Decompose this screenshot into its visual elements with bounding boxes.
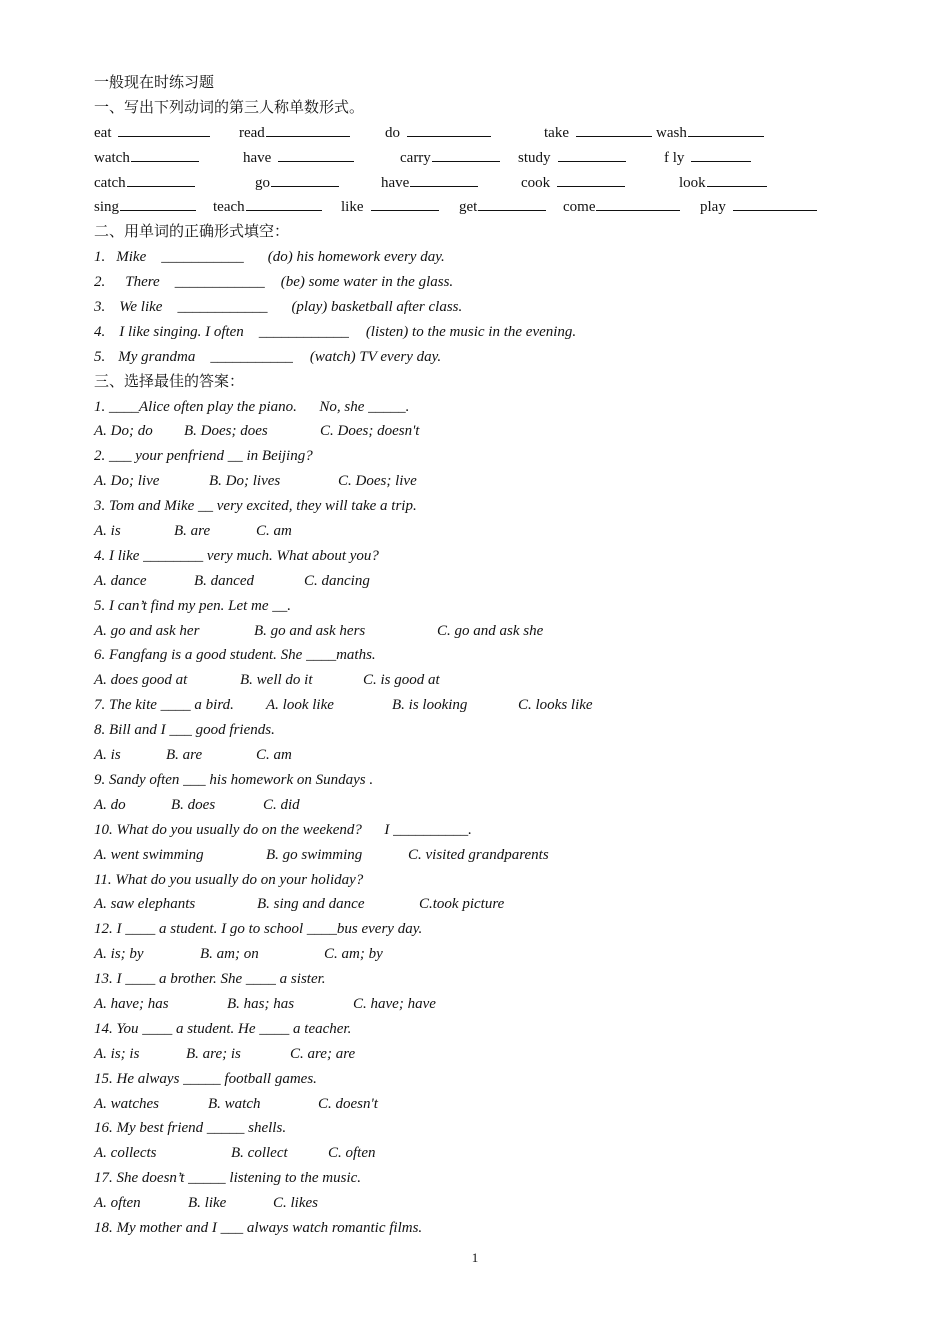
verb-row xyxy=(94,171,874,196)
item-blank[interactable]: ___________ xyxy=(210,348,293,365)
answer-blank[interactable] xyxy=(127,171,195,187)
section1-heading: 一、写出下列动词的第三人称单数形式。 xyxy=(94,99,365,116)
verb-item xyxy=(521,171,625,196)
verb-word: sing xyxy=(94,199,120,216)
question-text xyxy=(94,544,874,569)
answer-blank[interactable] xyxy=(118,121,210,137)
answer-blank[interactable] xyxy=(371,195,439,211)
question-stem: 14. You ____ a student. He ____ a teacher. xyxy=(94,1020,352,1037)
answer-option[interactable]: B. has; has xyxy=(227,995,295,1012)
options-row xyxy=(94,992,874,1017)
fill-in-item xyxy=(94,320,874,345)
verb-item xyxy=(664,146,751,171)
section3-heading: 三、选择最佳的答案： xyxy=(94,373,245,390)
answer-option[interactable]: C.took picture xyxy=(419,896,505,913)
verb-item xyxy=(400,146,500,171)
answer-blank[interactable] xyxy=(576,121,652,137)
question-stem: 13. I ____ a brother. She ____ a sister. xyxy=(94,971,326,988)
answer-option[interactable]: B. danced xyxy=(194,572,254,589)
verb-word: read xyxy=(239,124,265,141)
answer-option[interactable]: A. often xyxy=(94,1195,141,1212)
answer-option[interactable]: C. often xyxy=(328,1145,376,1162)
answer-blank[interactable] xyxy=(707,171,767,187)
question-stem: 11. What do you usually do on your holiday? xyxy=(94,871,364,888)
question-text xyxy=(94,1216,874,1241)
verb-item xyxy=(679,171,767,196)
answer-option[interactable]: C. am xyxy=(256,747,292,764)
question-stem: 17. She doesn’t _____ listening to the music. xyxy=(94,1170,362,1187)
answer-blank[interactable] xyxy=(407,121,491,137)
verb-word: come xyxy=(563,199,596,216)
fill-in-list xyxy=(94,245,874,369)
answer-option[interactable]: B. collect xyxy=(231,1145,288,1162)
verb-word: like xyxy=(341,199,364,216)
verb-item xyxy=(563,195,680,220)
answer-blank[interactable] xyxy=(688,121,764,137)
answer-blank[interactable] xyxy=(478,195,546,211)
section2-heading: 二、用单词的正确形式填空： xyxy=(94,224,290,241)
question-text xyxy=(94,718,874,743)
answer-blank[interactable] xyxy=(266,121,350,137)
question-stem: 1. ____Alice often play the piano. No, she _____. xyxy=(94,398,410,415)
answer-option[interactable]: B. like xyxy=(188,1195,227,1212)
answer-option[interactable]: B. watch xyxy=(208,1095,261,1112)
answer-option[interactable]: B. does xyxy=(171,796,216,813)
worksheet-page xyxy=(94,71,874,1241)
verb-row xyxy=(94,146,874,171)
options-row xyxy=(94,1191,874,1216)
item-number: 1. xyxy=(94,249,106,266)
answer-option[interactable]: C. go and ask she xyxy=(437,622,544,639)
item-blank[interactable]: ___________ xyxy=(161,249,244,266)
question-stem: 3. Tom and Mike __ very excited, they will take a trip. xyxy=(94,498,417,515)
options-row xyxy=(94,1141,874,1166)
question-text xyxy=(94,1067,874,1092)
verb-table xyxy=(94,121,874,221)
answer-option[interactable]: B. Does; does xyxy=(184,423,268,440)
item-number: 4. xyxy=(94,323,106,340)
verb-word: wash xyxy=(656,124,687,141)
question-text xyxy=(94,395,874,420)
answer-option[interactable]: C. doesn't xyxy=(318,1095,378,1112)
question-stem: 10. What do you usually do on the weekend? I __________. xyxy=(94,821,472,838)
verb-item xyxy=(94,146,199,171)
item-hint: (listen) to the music in the evening. xyxy=(365,323,577,340)
verb-item xyxy=(243,146,354,171)
answer-option[interactable]: C. are; are xyxy=(290,1045,356,1062)
item-text: There xyxy=(125,274,160,291)
answer-option[interactable]: A. went swimming xyxy=(94,846,204,863)
question-stem: 5. I can’t find my pen. Let me __. xyxy=(94,597,292,614)
answer-option[interactable]: A. Do; live xyxy=(94,473,160,490)
answer-option[interactable]: C. have; have xyxy=(353,995,436,1012)
item-number: 5. xyxy=(94,348,106,365)
answer-option[interactable]: A. watches xyxy=(94,1095,159,1112)
verb-word: catch xyxy=(94,174,126,191)
verb-word: carry xyxy=(400,149,431,166)
verb-word: teach xyxy=(213,199,245,216)
question-text xyxy=(94,594,874,619)
answer-blank[interactable] xyxy=(271,171,339,187)
question-stem: 12. I ____ a student. I go to school ____bus every day. xyxy=(94,921,423,938)
question-text xyxy=(94,818,874,843)
question-stem: 4. I like ________ very much. What about you? xyxy=(94,547,379,564)
options-row xyxy=(94,1092,874,1117)
item-text: We like xyxy=(119,299,163,316)
answer-option[interactable]: A. Do; do xyxy=(94,423,153,440)
verb-item xyxy=(385,121,491,146)
question-text xyxy=(94,1166,874,1191)
answer-blank[interactable] xyxy=(246,195,322,211)
question-stem: 8. Bill and I ___ good friends. xyxy=(94,722,275,739)
verb-word: have xyxy=(381,174,410,191)
item-hint: (be) some water in the glass. xyxy=(280,274,454,291)
answer-option[interactable]: A. go and ask her xyxy=(94,622,200,639)
item-hint: (do) his homework every day. xyxy=(267,249,445,266)
answer-blank[interactable] xyxy=(278,146,354,162)
fill-in-item xyxy=(94,245,874,270)
question-text xyxy=(94,967,874,992)
answer-option[interactable]: A. dance xyxy=(94,572,147,589)
answer-option[interactable]: C. am xyxy=(256,523,292,540)
options-row xyxy=(94,419,874,444)
question-stem: 7. The kite ____ a bird. xyxy=(94,697,234,714)
verb-row xyxy=(94,121,874,146)
verb-item xyxy=(255,171,339,196)
verb-word: watch xyxy=(94,149,130,166)
options-row xyxy=(94,892,874,917)
question-text xyxy=(94,494,874,519)
question-stem: 18. My mother and I ___ always watch romantic films. xyxy=(94,1219,423,1236)
answer-blank[interactable] xyxy=(691,146,751,162)
answer-option[interactable]: B. go swimming xyxy=(266,846,363,863)
answer-option[interactable]: C. am; by xyxy=(324,946,383,963)
verb-item xyxy=(239,121,350,146)
answer-option[interactable]: B. go and ask hers xyxy=(254,622,366,639)
verb-word: eat xyxy=(94,124,112,141)
options-row xyxy=(94,619,874,644)
answer-option[interactable]: B. well do it xyxy=(240,672,313,689)
answer-option[interactable]: C. likes xyxy=(273,1195,318,1212)
question-text xyxy=(94,444,874,469)
question-text xyxy=(94,643,874,668)
answer-blank[interactable] xyxy=(733,195,817,211)
answer-option[interactable]: B. am; on xyxy=(200,946,259,963)
verb-item xyxy=(518,146,626,171)
item-number: 3. xyxy=(94,299,106,316)
answer-option[interactable]: A. is xyxy=(94,747,121,764)
item-blank[interactable]: ____________ xyxy=(174,274,265,291)
verb-item xyxy=(700,195,817,220)
answer-option[interactable]: A. is xyxy=(94,523,121,540)
answer-blank[interactable] xyxy=(558,146,626,162)
answer-option[interactable]: A. saw elephants xyxy=(94,896,196,913)
item-blank[interactable]: ____________ xyxy=(258,323,349,340)
answer-blank[interactable] xyxy=(131,146,199,162)
verb-item xyxy=(94,195,196,220)
answer-option[interactable]: C. is good at xyxy=(363,672,440,689)
verb-item xyxy=(459,195,546,220)
verb-word: get xyxy=(459,199,478,216)
item-blank[interactable]: ____________ xyxy=(177,299,268,316)
options-row xyxy=(94,569,874,594)
verb-item xyxy=(213,195,322,220)
item-hint: (play) basketball after class. xyxy=(291,299,463,316)
options-row xyxy=(94,942,874,967)
answer-option[interactable]: B. are; is xyxy=(186,1045,241,1062)
item-text: I like singing. I often xyxy=(119,323,244,340)
fill-in-item xyxy=(94,295,874,320)
verb-word: go xyxy=(255,174,270,191)
verb-item xyxy=(381,171,478,196)
verb-word: cook xyxy=(521,174,551,191)
options-row xyxy=(94,469,874,494)
answer-option[interactable]: A. do xyxy=(94,796,126,813)
answer-blank[interactable] xyxy=(557,171,625,187)
options-row xyxy=(94,519,874,544)
answer-option[interactable]: B. sing and dance xyxy=(257,896,365,913)
answer-option[interactable]: A. is; by xyxy=(94,946,144,963)
question-text xyxy=(94,1116,874,1141)
verb-word: study xyxy=(518,149,551,166)
answer-option[interactable]: C. looks like xyxy=(518,697,593,714)
answer-option[interactable]: A. collects xyxy=(94,1145,157,1162)
answer-option[interactable]: A. have; has xyxy=(94,995,169,1012)
answer-option[interactable]: A. look like xyxy=(266,697,334,714)
verb-word: f ly xyxy=(664,149,685,166)
item-hint: (watch) TV every day. xyxy=(309,348,442,365)
verb-row xyxy=(94,195,874,220)
answer-blank[interactable] xyxy=(120,195,196,211)
answer-blank[interactable] xyxy=(596,195,680,211)
question-text xyxy=(94,693,874,718)
question-text xyxy=(94,1017,874,1042)
question-stem: 16. My best friend _____ shells. xyxy=(94,1120,287,1137)
question-text xyxy=(94,917,874,942)
verb-item xyxy=(544,121,652,146)
answer-option[interactable]: A. does good at xyxy=(94,672,188,689)
answer-option[interactable]: C. dancing xyxy=(304,572,370,589)
item-number: 2. xyxy=(94,274,106,291)
question-stem: 6. Fangfang is a good student. She ____maths. xyxy=(94,647,376,664)
verb-word: have xyxy=(243,149,272,166)
item-text: Mike xyxy=(116,249,147,266)
answer-option[interactable]: C. Does; doesn't xyxy=(320,423,420,440)
verb-item xyxy=(94,121,210,146)
options-row xyxy=(94,843,874,868)
answer-option[interactable]: C. visited grandparents xyxy=(408,846,549,863)
question-stem: 2. ___ your penfriend __ in Beijing? xyxy=(94,448,313,465)
item-text: My grandma xyxy=(118,348,196,365)
answer-option[interactable]: C. Does; live xyxy=(338,473,417,490)
answer-option[interactable]: B. are xyxy=(166,747,203,764)
fill-in-item xyxy=(94,270,874,295)
options-row xyxy=(94,793,874,818)
options-row xyxy=(94,668,874,693)
answer-blank[interactable] xyxy=(432,146,500,162)
verb-word: take xyxy=(544,124,569,141)
verb-item xyxy=(94,171,195,196)
answer-option[interactable]: B. is looking xyxy=(392,697,468,714)
options-row xyxy=(94,743,874,768)
question-stem: 9. Sandy often ___ his homework on Sundays . xyxy=(94,771,374,788)
verb-item xyxy=(656,121,764,146)
verb-word: look xyxy=(679,174,706,191)
verb-word: do xyxy=(385,124,400,141)
verb-word: play xyxy=(700,199,726,216)
options-row xyxy=(94,1042,874,1067)
answer-blank[interactable] xyxy=(410,171,478,187)
question-text xyxy=(94,868,874,893)
question-text xyxy=(94,768,874,793)
answer-option[interactable]: A. is; is xyxy=(94,1045,140,1062)
answer-option[interactable]: C. did xyxy=(263,796,300,813)
verb-item xyxy=(341,195,439,220)
answer-option[interactable]: B. are xyxy=(174,523,211,540)
question-stem: 15. He always _____ football games. xyxy=(94,1070,317,1087)
fill-in-item xyxy=(94,345,874,370)
page-number: 1 xyxy=(471,1250,479,1265)
worksheet-title: 一般现在时练习题 xyxy=(94,75,215,91)
multiple-choice-list xyxy=(94,395,874,1241)
answer-option[interactable]: B. Do; lives xyxy=(209,473,281,490)
